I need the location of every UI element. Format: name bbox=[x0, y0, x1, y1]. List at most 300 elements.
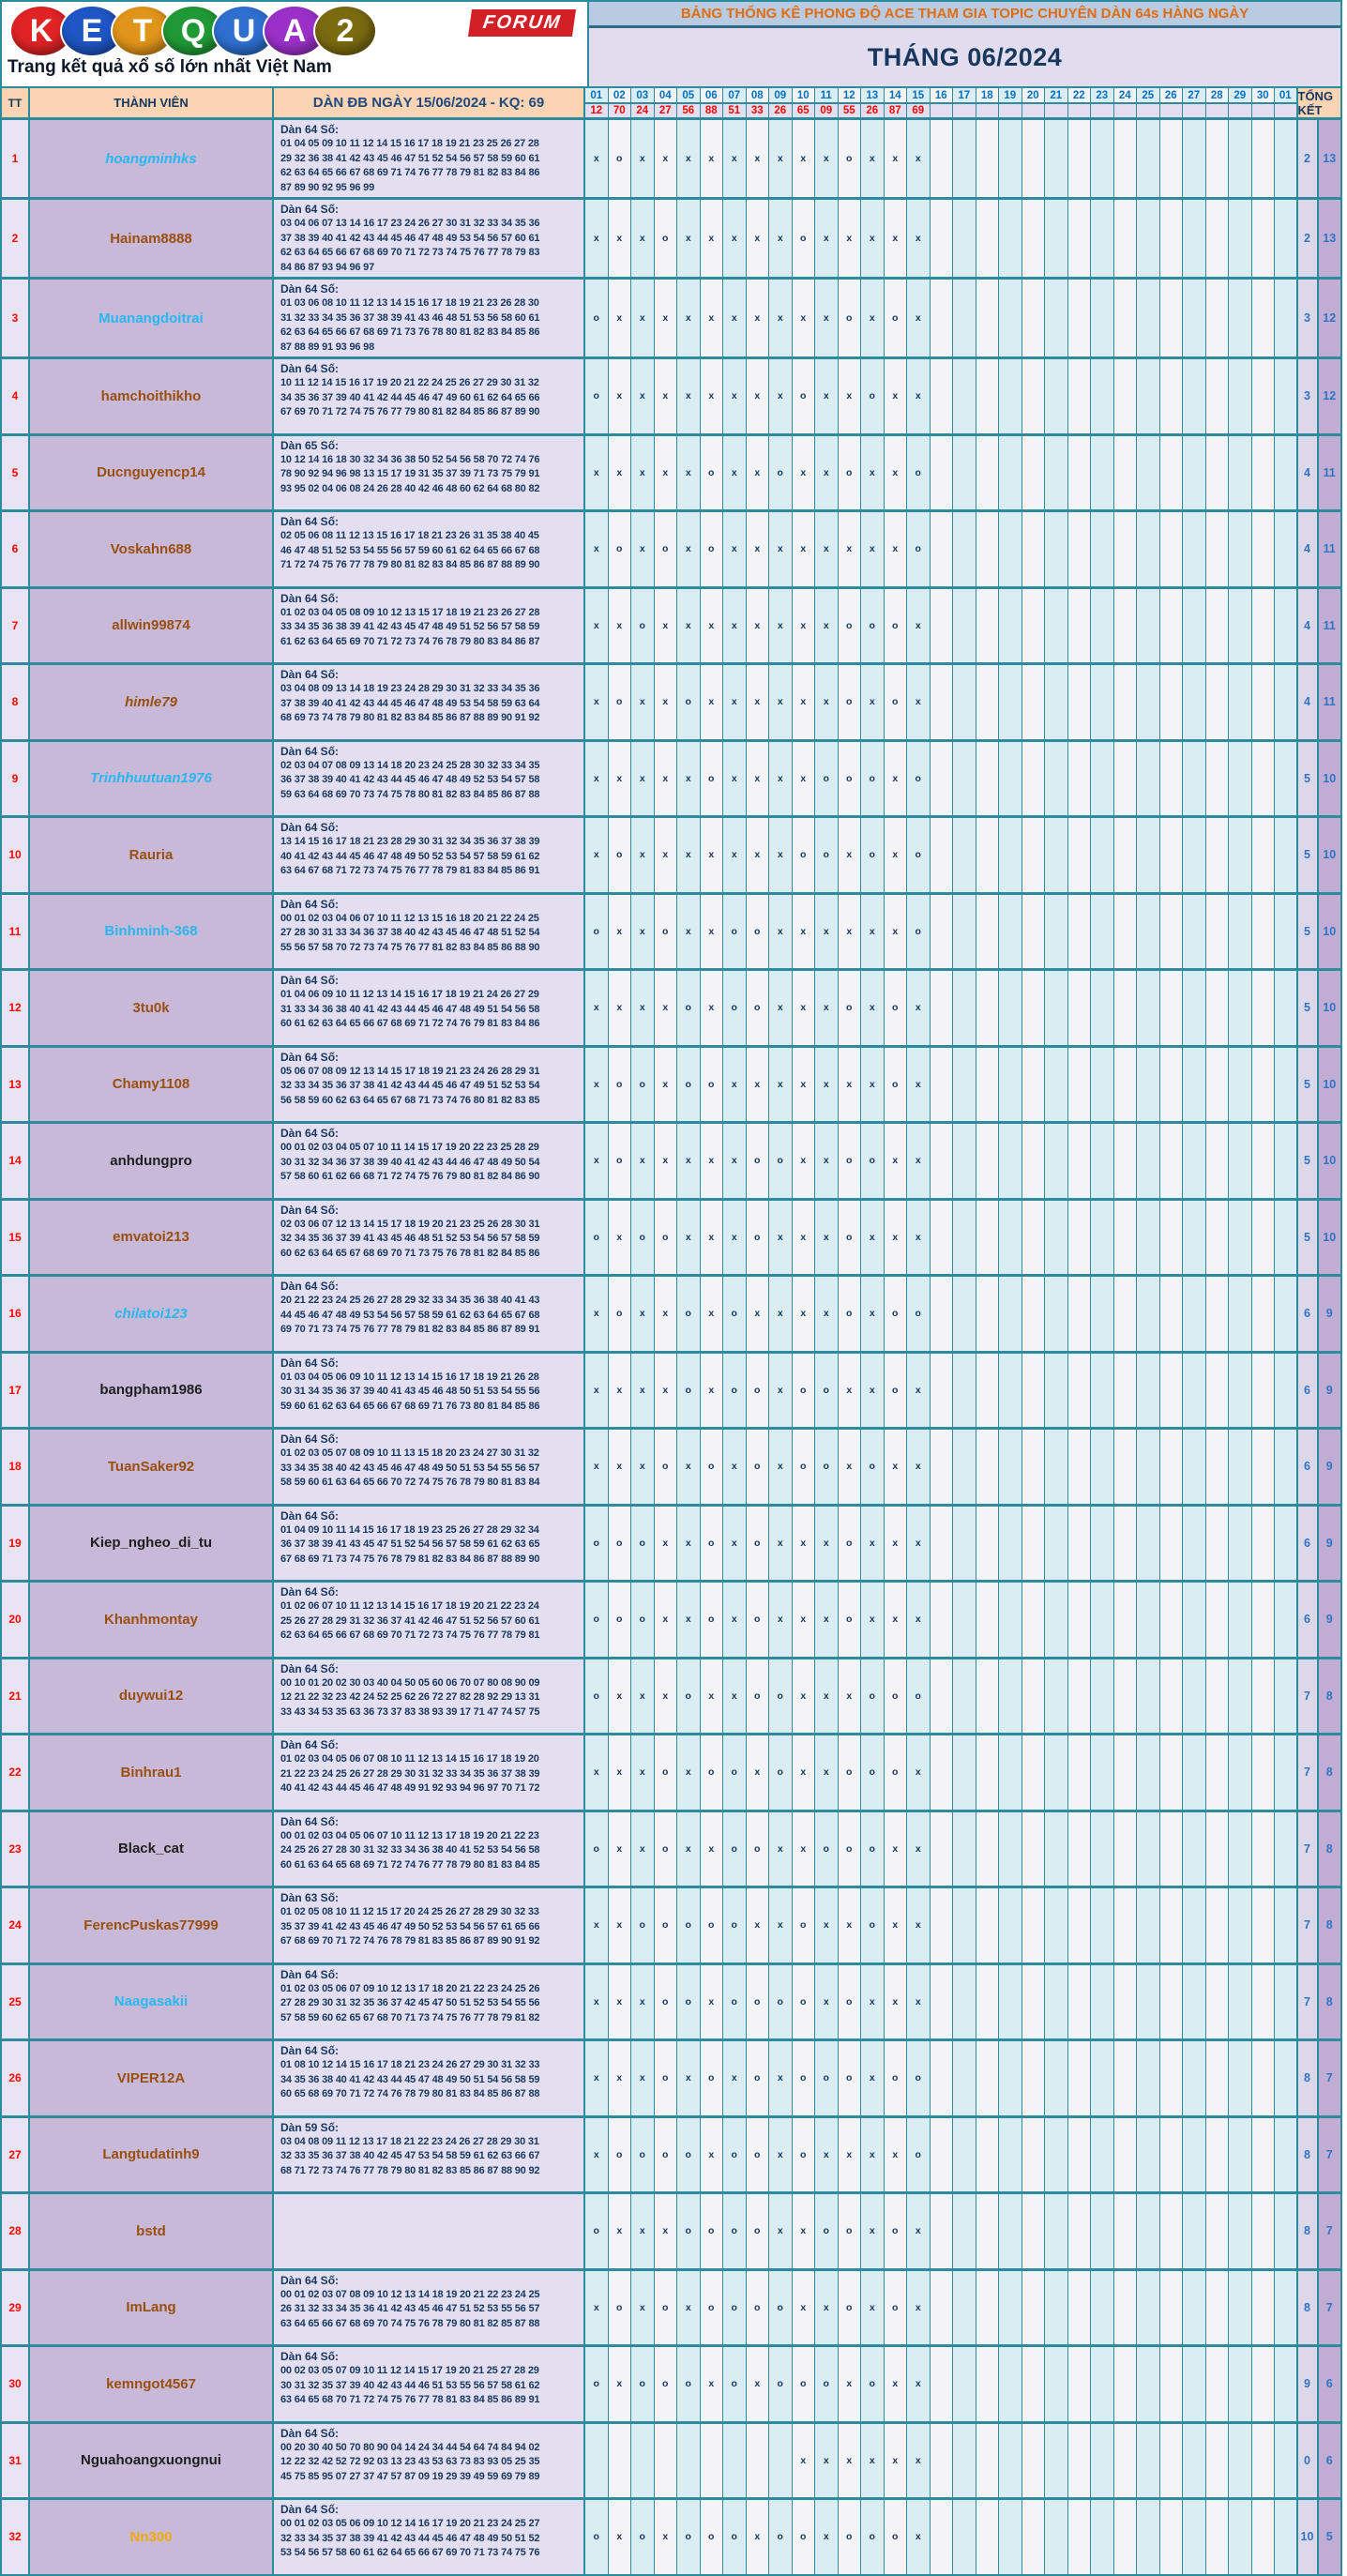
day-mark-cell: x bbox=[701, 1659, 724, 1734]
member-row bbox=[2, 1657, 1340, 1734]
day-mark-cell: x bbox=[815, 280, 839, 356]
dan-numbers-line: 87 88 89 91 93 96 98 bbox=[280, 341, 374, 353]
day-mark-cell bbox=[1252, 1354, 1276, 1428]
day-mark-cell: o bbox=[907, 818, 931, 892]
day-mark-cell bbox=[1091, 1507, 1114, 1581]
day-mark-cell bbox=[1068, 436, 1092, 510]
dan-label: Dàn 64 Số: bbox=[280, 668, 340, 681]
member-name[interactable]: 3tu0k bbox=[132, 999, 170, 1016]
member-cell bbox=[30, 2041, 274, 2115]
dan-numbers-line: 68 71 72 73 74 76 77 78 79 80 81 82 83 85 86 87 88 90 92 bbox=[280, 2164, 540, 2176]
day-mark-cell: o bbox=[677, 1048, 701, 1122]
day-mark-cell bbox=[1160, 1430, 1184, 1504]
member-row bbox=[2, 1810, 1340, 1887]
day-mark-cell bbox=[999, 120, 1022, 197]
day-mark-cell bbox=[953, 2347, 976, 2421]
day-mark-cell bbox=[953, 1583, 976, 1657]
day-header-label: 30 bbox=[1252, 88, 1275, 104]
day-mark-cell: x bbox=[655, 589, 678, 663]
day-mark-cell bbox=[976, 1888, 1000, 1962]
day-mark-cell bbox=[1114, 2347, 1138, 2421]
day-mark-cell: x bbox=[723, 120, 747, 197]
day-mark-cell: x bbox=[861, 120, 885, 197]
day-mark-cell: x bbox=[609, 436, 632, 510]
day-mark-cell bbox=[976, 2118, 1000, 2192]
day-mark-cell: x bbox=[631, 1735, 655, 1810]
day-mark-cell: o bbox=[585, 2500, 609, 2574]
dan-numbers-line: 02 03 04 07 08 09 13 14 18 20 23 24 25 28 30 32 33 34 35 bbox=[280, 759, 540, 771]
site-logo[interactable] bbox=[2, 2, 589, 86]
day-mark-cell: x bbox=[769, 1583, 793, 1657]
member-name[interactable]: Voskahn688 bbox=[110, 540, 192, 557]
day-mark-cell bbox=[1229, 971, 1252, 1045]
member-cell bbox=[30, 1812, 274, 1887]
day-mark-cell bbox=[1045, 2041, 1068, 2115]
dan-numbers-line: 78 90 92 94 96 98 13 15 17 19 31 35 37 39 71 73 75 79 91 bbox=[280, 468, 540, 479]
day-mark-cell: o bbox=[793, 359, 816, 433]
day-mark-cell: x bbox=[793, 1124, 816, 1198]
member-name[interactable]: Hainam8888 bbox=[110, 230, 192, 247]
day-mark-cell: x bbox=[815, 512, 839, 586]
dan-numbers-line: 13 14 15 16 17 18 21 23 28 29 30 31 32 34 35 36 37 38 39 bbox=[280, 836, 540, 847]
day-mark-cell bbox=[1091, 1277, 1114, 1351]
day-mark-cell: o bbox=[885, 2500, 908, 2574]
day-mark-cell: x bbox=[885, 2347, 908, 2421]
member-name[interactable]: emvatoi213 bbox=[113, 1229, 189, 1246]
dan-numbers-line: 31 32 33 34 35 36 37 38 39 41 43 46 48 51 53 56 58 60 61 bbox=[280, 311, 540, 324]
day-mark-cell: o bbox=[701, 2041, 724, 2115]
day-mark-cell: x bbox=[769, 589, 793, 663]
total-miss-count: 3 bbox=[1298, 280, 1319, 356]
day-mark-cell bbox=[1229, 2194, 1252, 2268]
day-header-label: 23 bbox=[1091, 88, 1113, 104]
day-mark-cell bbox=[1091, 120, 1114, 197]
day-mark-cell bbox=[1137, 1965, 1160, 2039]
day-mark-cell bbox=[1091, 1201, 1114, 1275]
day-header-label: 10 bbox=[793, 88, 815, 104]
day-mark-cell bbox=[953, 2041, 976, 2115]
day-mark-cell bbox=[1252, 818, 1276, 892]
day-mark-cell bbox=[1068, 1124, 1092, 1198]
day-mark-cell: x bbox=[769, 120, 793, 197]
day-mark-cell bbox=[1068, 1507, 1092, 1581]
day-mark-cell bbox=[1114, 2118, 1138, 2192]
dan-label: Dàn 64 Số: bbox=[280, 1050, 340, 1064]
member-cell bbox=[30, 436, 274, 510]
member-name[interactable]: chilatoi123 bbox=[114, 1305, 188, 1322]
day-header-label: 06 bbox=[701, 88, 723, 104]
day-mark-cell bbox=[953, 1812, 976, 1887]
day-mark-cell: o bbox=[747, 1965, 770, 2039]
dan-numbers-line: 67 69 70 71 72 74 75 76 77 79 80 81 82 84 85 86 87 89 90 bbox=[280, 406, 540, 417]
dan-numbers-line: 36 37 38 39 41 43 45 47 51 52 54 56 57 58 59 61 62 63 65 bbox=[280, 1538, 540, 1550]
day-marks bbox=[585, 1507, 1298, 1581]
day-mark-cell bbox=[1068, 1583, 1092, 1657]
day-mark-cell: x bbox=[585, 2271, 609, 2345]
member-row bbox=[2, 1427, 1340, 1504]
total-miss-count: 4 bbox=[1298, 589, 1319, 663]
day-mark-cell: o bbox=[793, 2500, 816, 2574]
day-mark-cell bbox=[953, 1507, 976, 1581]
member-name[interactable]: Langtudatinh9 bbox=[102, 2146, 200, 2163]
day-mark-cell: x bbox=[701, 1965, 724, 2039]
day-mark-cell: o bbox=[631, 1201, 655, 1275]
day-mark-cell: x bbox=[769, 1507, 793, 1581]
day-mark-cell: o bbox=[723, 2194, 747, 2268]
day-marks bbox=[585, 2347, 1298, 2421]
day-mark-cell bbox=[1275, 436, 1298, 510]
day-header-label: 20 bbox=[1022, 88, 1045, 104]
dan-numbers-line: 27 28 30 31 33 34 36 37 38 40 42 43 45 46 47 48 51 52 54 bbox=[280, 927, 540, 938]
row-number: 13 bbox=[2, 1048, 30, 1122]
day-mark-cell: x bbox=[793, 1201, 816, 1275]
day-mark-cell bbox=[1022, 1201, 1046, 1275]
day-mark-cell: x bbox=[907, 589, 931, 663]
day-header-label: 07 bbox=[723, 88, 746, 104]
day-mark-cell bbox=[1252, 742, 1276, 816]
day-mark-cell: x bbox=[769, 2041, 793, 2115]
day-mark-cell: o bbox=[655, 1735, 678, 1810]
member-name[interactable]: Nn300 bbox=[129, 2528, 173, 2545]
day-mark-cell: x bbox=[701, 589, 724, 663]
day-mark-cell: x bbox=[815, 895, 839, 969]
member-name[interactable]: Rauria bbox=[129, 846, 174, 863]
day-mark-cell: x bbox=[815, 120, 839, 197]
member-name[interactable]: Naagasakii bbox=[114, 1993, 189, 2010]
day-mark-cell: x bbox=[885, 359, 908, 433]
day-mark-cell bbox=[1068, 1201, 1092, 1275]
day-mark-cell bbox=[931, 2424, 954, 2498]
day-mark-cell bbox=[1275, 1659, 1298, 1734]
day-mark-cell bbox=[769, 2424, 793, 2498]
member-name[interactable]: himle79 bbox=[125, 693, 177, 710]
day-mark-cell: x bbox=[769, 512, 793, 586]
day-mark-cell: x bbox=[793, 1812, 816, 1887]
day-mark-cell bbox=[1091, 2347, 1114, 2421]
day-mark-cell: x bbox=[793, 665, 816, 739]
member-name[interactable]: allwin99874 bbox=[112, 617, 190, 634]
day-result-value: 70 bbox=[609, 104, 631, 117]
day-mark-cell: o bbox=[701, 2500, 724, 2574]
day-mark-cell: o bbox=[839, 2271, 862, 2345]
day-mark-cell bbox=[931, 280, 954, 356]
day-result-value: 87 bbox=[885, 104, 907, 117]
dan-label: Dàn 59 Số: bbox=[280, 2120, 340, 2134]
day-mark-cell bbox=[1068, 1048, 1092, 1122]
member-row bbox=[2, 433, 1340, 510]
dan-cell bbox=[274, 1354, 585, 1428]
day-mark-cell: o bbox=[701, 2271, 724, 2345]
day-mark-cell bbox=[1183, 1659, 1206, 1734]
day-mark-cell bbox=[1091, 2424, 1114, 2498]
total-hit-count: 8 bbox=[1319, 1965, 1341, 2039]
member-name[interactable]: Black_cat bbox=[117, 1841, 185, 1857]
dan-numbers-line: 37 38 39 40 41 42 43 44 45 46 47 48 49 53 54 58 59 63 64 bbox=[280, 697, 540, 709]
day-header-label: 01 bbox=[585, 88, 608, 104]
member-name[interactable]: Binhrau1 bbox=[120, 1764, 182, 1780]
dan-numbers-line: 60 61 62 63 64 65 66 67 68 69 71 72 74 76 79 81 83 84 86 bbox=[280, 1018, 540, 1029]
day-mark-cell: x bbox=[655, 742, 678, 816]
day-mark-cell bbox=[1183, 200, 1206, 277]
member-name[interactable]: hamchoithikho bbox=[100, 387, 202, 404]
day-mark-cell bbox=[953, 818, 976, 892]
dan-numbers-line: 01 04 06 09 10 11 12 13 14 15 16 17 18 19 21 24 26 27 29 bbox=[280, 989, 539, 1000]
day-mark-cell bbox=[1114, 1201, 1138, 1275]
day-mark-cell: x bbox=[609, 1812, 632, 1887]
day-mark-cell bbox=[1114, 2194, 1138, 2268]
day-mark-cell: o bbox=[701, 1735, 724, 1810]
member-name[interactable]: Khanhmontay bbox=[103, 1611, 198, 1628]
day-mark-cell bbox=[1160, 200, 1184, 277]
dan-cell bbox=[274, 2424, 585, 2498]
dan-numbers-line: 01 02 06 07 10 11 12 13 14 15 16 17 18 19 20 21 22 23 24 bbox=[280, 1600, 539, 1612]
day-mark-cell bbox=[1045, 1277, 1068, 1351]
member-name[interactable]: anhdungpro bbox=[110, 1152, 192, 1169]
day-mark-cell bbox=[1160, 120, 1184, 197]
day-mark-cell: o bbox=[747, 1583, 770, 1657]
day-mark-cell bbox=[1022, 2041, 1046, 2115]
day-mark-cell: x bbox=[701, 1124, 724, 1198]
day-mark-cell bbox=[1160, 1659, 1184, 1734]
day-mark-cell: o bbox=[677, 1888, 701, 1962]
day-mark-cell: x bbox=[907, 2424, 931, 2498]
total-miss-count: 8 bbox=[1298, 2118, 1319, 2192]
day-column-07 bbox=[723, 88, 747, 117]
dan-cell bbox=[274, 1888, 585, 1962]
row-number: 11 bbox=[2, 895, 30, 969]
day-mark-cell: x bbox=[907, 359, 931, 433]
day-mark-cell bbox=[1206, 200, 1230, 277]
day-mark-cell: o bbox=[655, 2271, 678, 2345]
day-result-value: 51 bbox=[723, 104, 746, 117]
day-mark-cell bbox=[1206, 1507, 1230, 1581]
member-name[interactable]: VIPER12A bbox=[116, 2069, 186, 2086]
day-mark-cell: x bbox=[585, 120, 609, 197]
day-mark-cell bbox=[976, 2194, 1000, 2268]
day-mark-cell: x bbox=[631, 1354, 655, 1428]
total-hit-count: 10 bbox=[1319, 1124, 1341, 1198]
dan-numbers-line: 02 03 06 07 12 13 14 15 17 18 19 20 21 23 25 26 28 30 31 bbox=[280, 1218, 540, 1230]
member-name[interactable]: TuanSaker92 bbox=[107, 1458, 195, 1475]
row-number: 7 bbox=[2, 589, 30, 663]
day-mark-cell: o bbox=[609, 1048, 632, 1122]
member-name[interactable]: hoangminhks bbox=[105, 150, 197, 167]
day-mark-cell: x bbox=[609, 1965, 632, 2039]
member-name[interactable]: Muanangdoitrai bbox=[98, 310, 204, 326]
day-mark-cell bbox=[976, 1812, 1000, 1887]
dan-numbers-line: 01 02 03 05 06 07 09 10 12 13 17 18 20 21 22 23 24 25 26 bbox=[280, 1982, 540, 1994]
day-mark-cell: o bbox=[631, 2500, 655, 2574]
day-mark-cell bbox=[1114, 1735, 1138, 1810]
day-mark-cell: x bbox=[907, 2194, 931, 2268]
day-mark-cell bbox=[1183, 1201, 1206, 1275]
day-mark-cell bbox=[1275, 665, 1298, 739]
day-mark-cell: x bbox=[907, 2347, 931, 2421]
day-mark-cell bbox=[976, 2271, 1000, 2345]
member-name[interactable]: kemngot4567 bbox=[106, 2375, 196, 2392]
day-mark-cell bbox=[999, 1124, 1022, 1198]
day-mark-cell: x bbox=[585, 436, 609, 510]
day-mark-cell: o bbox=[907, 512, 931, 586]
dan-numbers-line: 60 61 63 64 65 68 69 71 72 74 76 77 78 79 80 81 83 84 85 bbox=[280, 1858, 540, 1871]
row-number: 12 bbox=[2, 971, 30, 1045]
day-mark-cell: o bbox=[747, 1430, 770, 1504]
member-name[interactable]: ImLang bbox=[126, 2299, 176, 2316]
member-row bbox=[2, 739, 1340, 816]
day-mark-cell bbox=[1229, 436, 1252, 510]
day-mark-cell: x bbox=[631, 436, 655, 510]
day-mark-cell: x bbox=[907, 2500, 931, 2574]
day-mark-cell: o bbox=[609, 1124, 632, 1198]
total-miss-count: 8 bbox=[1298, 2271, 1319, 2345]
day-mark-cell bbox=[1229, 1354, 1252, 1428]
row-number: 28 bbox=[2, 2194, 30, 2268]
day-mark-cell bbox=[1252, 359, 1276, 433]
day-mark-cell: x bbox=[747, 665, 770, 739]
total-hit-count: 7 bbox=[1319, 2118, 1341, 2192]
day-mark-cell: o bbox=[885, 280, 908, 356]
day-mark-cell bbox=[1137, 895, 1160, 969]
day-mark-cell: x bbox=[815, 589, 839, 663]
member-cell bbox=[30, 1965, 274, 2039]
day-mark-cell bbox=[1183, 1277, 1206, 1351]
member-name[interactable]: Binhminh-368 bbox=[104, 923, 198, 940]
day-mark-cell: x bbox=[723, 436, 747, 510]
day-marks bbox=[585, 1659, 1298, 1734]
day-mark-cell: x bbox=[677, 359, 701, 433]
day-mark-cell: o bbox=[839, 971, 862, 1045]
day-mark-cell: x bbox=[677, 280, 701, 356]
day-marks bbox=[585, 2500, 1298, 2574]
day-mark-cell bbox=[1252, 2500, 1276, 2574]
total-miss-count: 9 bbox=[1298, 2347, 1319, 2421]
day-mark-cell: x bbox=[861, 200, 885, 277]
day-mark-cell bbox=[931, 436, 954, 510]
day-mark-cell bbox=[1114, 895, 1138, 969]
day-mark-cell: x bbox=[769, 818, 793, 892]
day-mark-cell: x bbox=[631, 2271, 655, 2345]
day-mark-cell: o bbox=[839, 2041, 862, 2115]
day-mark-cell bbox=[999, 971, 1022, 1045]
member-name[interactable]: Chamy1108 bbox=[112, 1076, 190, 1093]
day-mark-cell: o bbox=[701, 1430, 724, 1504]
day-mark-cell: o bbox=[907, 1659, 931, 1734]
day-mark-cell: o bbox=[585, 359, 609, 433]
day-mark-cell: o bbox=[907, 895, 931, 969]
day-mark-cell: o bbox=[701, 436, 724, 510]
day-mark-cell bbox=[1068, 2424, 1092, 2498]
day-mark-cell bbox=[1137, 1735, 1160, 1810]
day-mark-cell: x bbox=[769, 742, 793, 816]
member-name[interactable]: Ducnguyencp14 bbox=[97, 464, 205, 481]
dan-numbers-line: 62 63 64 65 66 67 68 69 71 74 76 77 78 79 81 82 83 84 86 bbox=[280, 167, 540, 178]
day-mark-cell bbox=[1275, 2118, 1298, 2192]
total-miss-count: 2 bbox=[1298, 200, 1319, 277]
day-result-value bbox=[1022, 104, 1045, 117]
member-name[interactable]: duywui12 bbox=[118, 1688, 184, 1705]
day-mark-cell bbox=[1206, 2500, 1230, 2574]
day-mark-cell bbox=[1229, 2500, 1252, 2574]
day-mark-cell bbox=[1068, 359, 1092, 433]
day-mark-cell: x bbox=[723, 1659, 747, 1734]
row-number: 30 bbox=[2, 2347, 30, 2421]
day-mark-cell bbox=[999, 200, 1022, 277]
day-mark-cell: x bbox=[861, 665, 885, 739]
member-name[interactable]: bangpham1986 bbox=[99, 1382, 203, 1399]
day-mark-cell: x bbox=[677, 589, 701, 663]
day-mark-cell bbox=[1114, 742, 1138, 816]
dan-cell bbox=[274, 280, 585, 356]
member-name[interactable]: bstd bbox=[136, 2222, 166, 2239]
day-mark-cell bbox=[1022, 1965, 1046, 2039]
day-mark-cell bbox=[1183, 359, 1206, 433]
member-name[interactable]: Nguahoangxuongnui bbox=[81, 2452, 221, 2469]
day-mark-cell bbox=[1183, 971, 1206, 1045]
day-marks bbox=[585, 1354, 1298, 1428]
member-name[interactable]: Kiep_ngheo_di_tu bbox=[89, 1535, 212, 1552]
day-mark-cell: o bbox=[861, 818, 885, 892]
day-mark-cell bbox=[1068, 280, 1092, 356]
day-mark-cell bbox=[1275, 2500, 1298, 2574]
day-mark-cell bbox=[976, 359, 1000, 433]
day-mark-cell bbox=[1091, 1583, 1114, 1657]
day-mark-cell: o bbox=[793, 200, 816, 277]
day-mark-cell bbox=[1229, 2347, 1252, 2421]
row-number: 10 bbox=[2, 818, 30, 892]
day-mark-cell bbox=[1045, 1735, 1068, 1810]
dan-numbers-line: 62 63 64 65 66 67 68 69 71 73 76 78 80 81 82 83 84 85 86 bbox=[280, 326, 540, 338]
day-mark-cell: o bbox=[723, 1354, 747, 1428]
row-number: 19 bbox=[2, 1507, 30, 1581]
member-row bbox=[2, 1121, 1340, 1198]
day-mark-cell: x bbox=[839, 1888, 862, 1962]
member-name[interactable]: Trinhhuutuan1976 bbox=[90, 770, 212, 787]
logo-letter-k: K bbox=[11, 7, 71, 55]
day-mark-cell: o bbox=[631, 2118, 655, 2192]
day-mark-cell: o bbox=[793, 1354, 816, 1428]
day-mark-cell bbox=[953, 359, 976, 433]
row-number: 31 bbox=[2, 2424, 30, 2498]
day-marks bbox=[585, 512, 1298, 586]
row-number: 27 bbox=[2, 2118, 30, 2192]
dan-numbers-line: 01 08 10 12 14 15 16 17 18 21 23 24 26 27 29 30 31 32 33 bbox=[280, 2059, 540, 2070]
day-mark-cell bbox=[1206, 971, 1230, 1045]
day-mark-cell bbox=[976, 2424, 1000, 2498]
day-header-label: 19 bbox=[999, 88, 1022, 104]
day-mark-cell: x bbox=[839, 200, 862, 277]
day-mark-cell bbox=[1183, 1507, 1206, 1581]
day-mark-cell: x bbox=[677, 2271, 701, 2345]
day-mark-cell bbox=[1137, 359, 1160, 433]
day-mark-cell bbox=[1275, 742, 1298, 816]
day-mark-cell bbox=[1068, 1965, 1092, 2039]
row-number: 2 bbox=[2, 200, 30, 277]
day-mark-cell bbox=[1183, 665, 1206, 739]
member-cell bbox=[30, 200, 274, 277]
member-cell bbox=[30, 818, 274, 892]
day-mark-cell: x bbox=[609, 1354, 632, 1428]
day-mark-cell: x bbox=[631, 280, 655, 356]
member-name[interactable]: FerencPuskas77999 bbox=[83, 1917, 219, 1933]
day-mark-cell: o bbox=[655, 1201, 678, 1275]
day-result-value bbox=[1252, 104, 1275, 117]
day-header-label: 03 bbox=[631, 88, 654, 104]
day-mark-cell: o bbox=[609, 818, 632, 892]
dan-numbers-line: 10 12 14 16 18 30 32 34 36 38 50 52 54 56 58 70 72 74 76 bbox=[280, 453, 540, 465]
day-mark-cell bbox=[931, 1888, 954, 1962]
day-mark-cell: o bbox=[723, 1812, 747, 1887]
day-mark-cell bbox=[1022, 818, 1046, 892]
